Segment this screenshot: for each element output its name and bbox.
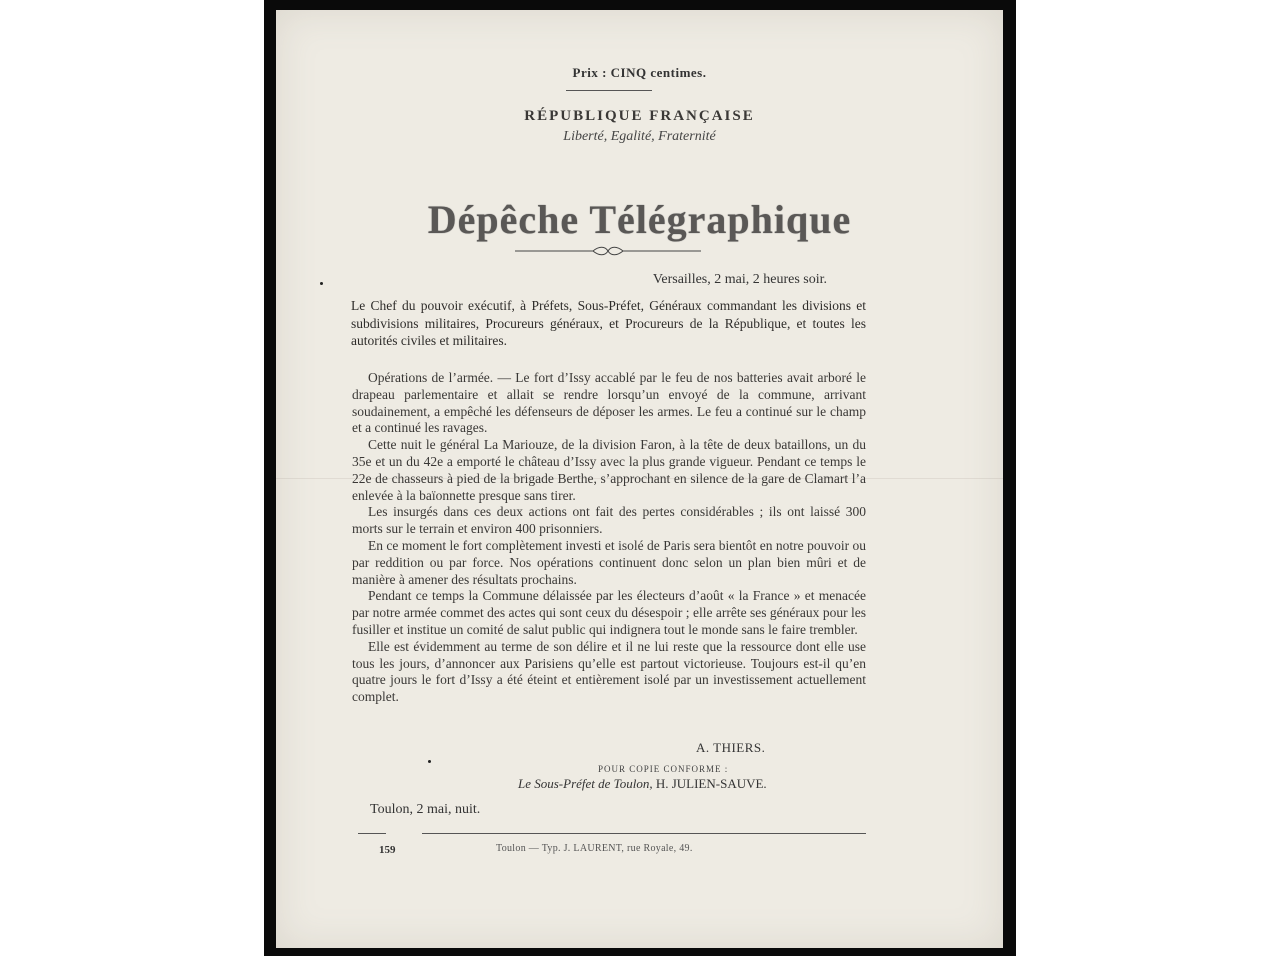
sub-prefect-title: Le Sous-Préfet de Toulon, bbox=[518, 776, 653, 791]
ink-spot bbox=[428, 760, 431, 763]
title-ornament bbox=[515, 244, 701, 258]
price-line: Prix : CINQ centimes. bbox=[572, 65, 707, 80]
body-paragraph: En ce moment le fort complètement investi et isolé de Paris sera bientôt en notre pouvoir ou par reddition ou par force. Nos opérations continuent donc selon un plan bien mûri et de manière à amener des résultats prochains. bbox=[352, 537, 866, 587]
sub-prefect-name: H. JULIEN-SAUVE. bbox=[655, 776, 767, 791]
dateline: Versailles, 2 mai, 2 heures soir. bbox=[652, 272, 827, 287]
copy-notice: POUR COPIE CONFORME : bbox=[598, 764, 729, 774]
footer-rule-left bbox=[358, 833, 386, 834]
sub-prefect-line bbox=[518, 776, 767, 792]
price-divider bbox=[566, 90, 652, 91]
body-paragraph: Elle est évidemment au terme de son délire et il ne lui reste que la ressource dont elle use tous les jours, d’annoncer aux Parisiens qu’elle est partout victorieuse. Toujours est-il qu’en quatre jours le fort d’Issy a été éteint et entièrement isolé par un investissement actuellement complet. bbox=[352, 638, 866, 705]
body-paragraph: Pendant ce temps la Commune délaissée par les électeurs d’août « la France » et menacée par notre armée commet des actes qui sont ceux du désespoir ; elle arrête ses généraux pour les fusiller et institue un comité de salut public qui indignera tout le monde sans le faire trembler. bbox=[352, 588, 866, 637]
ink-spot bbox=[320, 282, 323, 285]
footer-rule bbox=[422, 833, 866, 834]
address-recipients: Le Chef du pouvoir exécutif, à Préfets, Sous-Préfet, Généraux commandant les divisions et subdivisions militaires, Procureurs généraux, et Procureurs de la République, et toutes les autorités civiles et militaires. bbox=[351, 298, 866, 348]
dispatch-title: Dépêche Télégraphique bbox=[427, 197, 852, 242]
motto: Liberté, Egalité, Fraternité bbox=[563, 129, 716, 144]
place-date: Toulon, 2 mai, nuit. bbox=[370, 802, 481, 817]
telegraphic-dispatch-poster bbox=[276, 10, 1003, 948]
printer-imprint: Toulon — Typ. J. LAURENT, rue Royale, 49. bbox=[496, 843, 693, 854]
print-number: 159 bbox=[379, 844, 396, 856]
dispatch-body bbox=[352, 370, 866, 706]
body-paragraph: Opérations de l’armée. — Le fort d’Issy accablé par le feu de nos batteries avait arboré le drapeau parlementaire et allait se rendre lorsqu’un envoyé de la commune, arrivant soudainement, a empêché les défenseurs de déposer les armes. Le feu a continué sur le champ et a continué les ravages. bbox=[352, 370, 866, 436]
republic-heading: RÉPUBLIQUE FRANÇAISE bbox=[524, 108, 755, 124]
body-paragraph: Cette nuit le général La Mariouze, de la division Faron, à la tête de deux bataillons, un du 35e et un du 42e a emporté le château d’Issy avec la plus grande vigueur. Pendant ce temps le 22e de chasseurs à pied de la brigade Berthe, s’approchant en silence de la gare de Clamart l’a enlevée à la baïonnette presque sans tirer. bbox=[352, 437, 866, 503]
signature-thiers: A. THIERS. bbox=[696, 740, 766, 755]
body-paragraph: Les insurgés dans ces deux actions ont fait des pertes considérables ; ils ont laissé 300 morts sur le terrain et environ 400 prisonniers. bbox=[352, 504, 866, 537]
